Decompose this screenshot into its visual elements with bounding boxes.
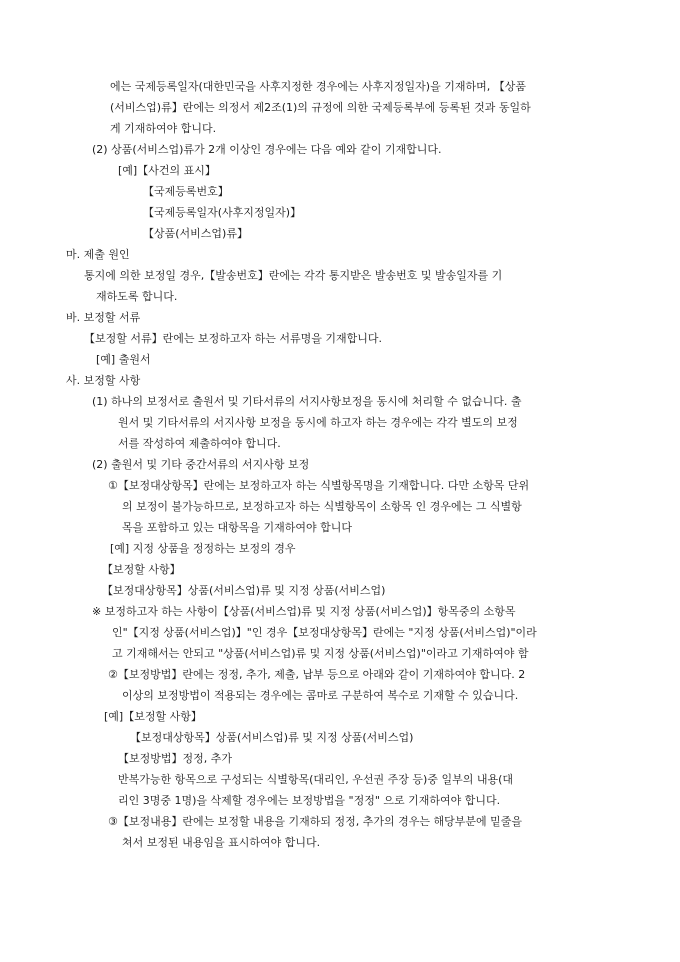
text-line: 목을 포함하고 있는 대항목을 기재하여야 합니다 <box>122 521 353 534</box>
numbered-item-text: ③【보정내용】란에는 보정할 내용을 기재하되 정정, 추가의 경우는 해당부분에 밑줄을 <box>108 815 522 828</box>
text-line: 의 보정이 불가능하므로, 보정하고자 하는 식별항목이 소항목 인 경우에는 그 식별항 <box>122 500 522 513</box>
note-text: ※ 보정하고자 하는 사항이【상품(서비스업)류 및 지정 상품(서비스업)】항목중의 소항목 <box>92 605 516 618</box>
example-label: [예]【사건의 표시】 <box>118 164 216 177</box>
text-line: 쳐서 보정된 내용임을 표시하여야 합니다. <box>122 836 321 849</box>
example-field: 【보정대상항목】상품(서비스업)류 및 지정 상품(서비스업) <box>102 584 386 597</box>
numbered-item-text: ①【보정대상항목】란에는 보정하고자 하는 식별항목명을 기재합니다. 다만 소항목 단위 <box>108 479 530 492</box>
example-field: 【보정대상항목】상품(서비스업)류 및 지정 상품(서비스업) <box>130 731 414 744</box>
example-field: 【국제등록일자(사후지정일자)】 <box>143 206 302 219</box>
numbered-item-text: ②【보정방법】란에는 정정, 추가, 제출, 납부 등으로 아래와 같이 기재하여야 합니다. 2 <box>108 668 526 681</box>
section-heading: 사. 보정할 사항 <box>66 374 141 387</box>
example-field: 【상품(서비스업)류】 <box>143 227 248 240</box>
text-line: (서비스업)류】란에는 의정서 제2조(1)의 규정에 의한 국제등록부에 등록된 것과 동일하 <box>110 101 531 114</box>
note-text: 인"【지정 상품(서비스업)】"인 경우【보정대상항목】란에는 "지정 상품(서비스업)"이라 <box>112 626 537 639</box>
text-line: 반복가능한 항목으로 구성되는 식별항목(대리인, 우선권 주장 등)중 일부의 내용(대 <box>118 773 513 786</box>
section-heading: 바. 보정할 서류 <box>66 311 141 324</box>
text-line: 에는 국제등록일자(대한민국을 사후지정한 경우에는 사후지정일자)을 기재하며, 【상품 <box>110 80 526 93</box>
text-line: 원서 및 기타서류의 서지사항 보정을 동시에 하고자 하는 경우에는 각각 별도의 보정 <box>118 416 518 429</box>
text-line: 재하도록 합니다. <box>96 290 178 303</box>
text-line: 이상의 보정방법이 적용되는 경우에는 콤마로 구분하여 복수로 기재할 수 있습니다. <box>122 689 519 702</box>
list-item-text: (2) 상품(서비스업)류가 2개 이상인 경우에는 다음 예와 같이 기재합니다. <box>92 143 442 156</box>
note-text: 고 기재해서는 안되고 "상품(서비스업)류 및 지정 상품(서비스업)"이라고 기재하여야 함 <box>112 647 529 660</box>
example-field: 【보정할 사항】 <box>102 563 181 576</box>
list-item-text: (2) 출원서 및 기타 중간서류의 서지사항 보정 <box>92 458 310 471</box>
list-item-text: (1) 하나의 보정서로 출원서 및 기타서류의 서지사항보정을 동시에 처리할 수 없습니다. 출 <box>92 395 522 408</box>
text-line: 서를 작성하여 제출하여야 합니다. <box>118 437 281 450</box>
example-label: [예]【보정할 사항】 <box>104 710 202 723</box>
example-label: [예] 출원서 <box>96 353 151 366</box>
example-field: 【국제등록번호】 <box>143 185 229 198</box>
section-heading: 마. 제출 원인 <box>66 248 130 261</box>
text-line: 【보정할 서류】란에는 보정하고자 하는 서류명을 기재합니다. <box>84 332 383 345</box>
example-field: 【보정방법】정정, 추가 <box>118 752 233 765</box>
text-line: 리인 3명중 1명)을 삭제할 경우에는 보정방법을 "정정" 으로 기재하여야 합니다. <box>118 794 501 807</box>
example-label: [예] 지정 상품을 정정하는 보정의 경우 <box>110 542 296 555</box>
text-line: 통지에 의한 보정일 경우,【발송번호】란에는 각각 통지받은 발송번호 및 발송일자를 기 <box>84 269 503 282</box>
text-line: 게 기재하여야 합니다. <box>110 122 217 135</box>
